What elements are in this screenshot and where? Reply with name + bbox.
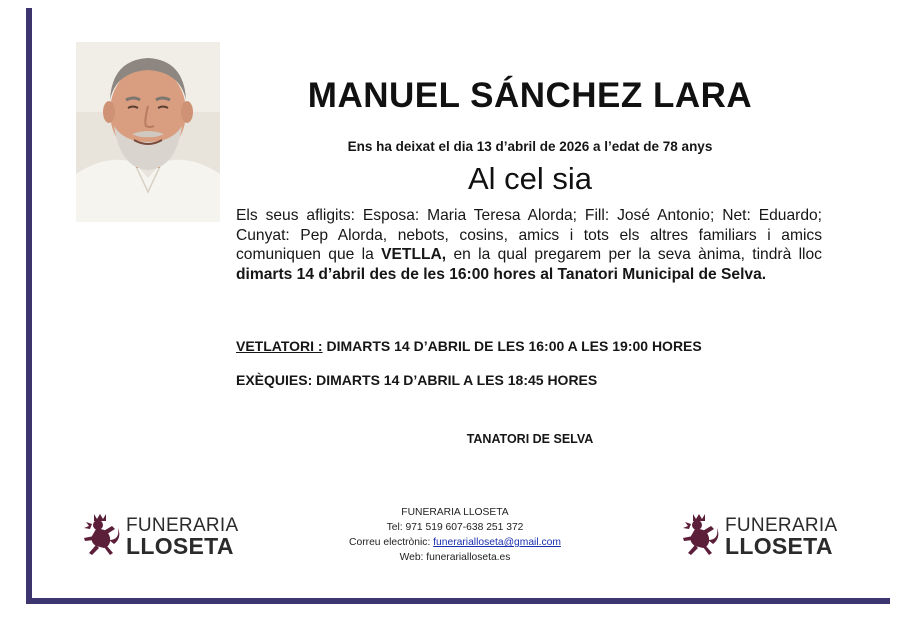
body-text-part: en la qual pregarem per la seva ànima, tindrà lloc — [446, 246, 822, 263]
deceased-photo — [76, 42, 220, 222]
contact-email-label: Correu electrònic: — [349, 537, 434, 548]
contact-email-line — [300, 535, 610, 550]
rampant-lion-icon — [80, 512, 122, 558]
contact-company: FUNERARIA LLOSETA — [401, 507, 509, 518]
vetlatori-line — [236, 338, 702, 354]
place-name: TANATORI DE SELVA — [466, 432, 594, 446]
logo-line-2: LLOSETA — [725, 533, 833, 559]
notice-body — [236, 206, 822, 284]
death-date-line: Ens ha deixat el dia 13 d’abril de 2026 a l’edat de 78 anys — [347, 139, 713, 154]
frame-bottom-border — [26, 598, 890, 604]
logo-line-1: FUNERARIA — [725, 515, 838, 536]
vetlatori-label: VETLATORI : — [236, 338, 323, 354]
motto: Al cel sia — [467, 161, 593, 196]
contact-web: Web: funerarialloseta.es — [399, 552, 511, 563]
logo-left — [80, 508, 240, 560]
vetlatori-text: DIMARTS 14 D’ABRIL DE LES 16:00 A LES 19:00 HORES — [322, 338, 702, 354]
contact-email-link[interactable]: funerarialloseta@gmail.com — [433, 537, 561, 548]
logo-line-1: FUNERARIA — [126, 515, 239, 536]
exequies-text: DIMARTS 14 D’ABRIL A LES 18:45 HORES — [312, 372, 598, 388]
deceased-name: MANUEL SÁNCHEZ LARA — [307, 76, 753, 115]
logo-right — [679, 508, 839, 560]
body-bold-schedule: dimarts 14 d’abril des de les 16:00 hores al Tanatori Municipal de Selva. — [236, 265, 767, 283]
body-bold-vetlla: VETLLA, — [381, 246, 447, 263]
contact-phone: Tel: 971 519 607-638 251 372 — [386, 522, 524, 533]
contact-block — [300, 505, 610, 565]
rampant-lion-icon — [679, 512, 721, 558]
exequies-label: EXÈQUIES: — [236, 372, 313, 388]
body-text-part: Els seus afligits: Esposa: Maria Teresa Alorda; Fill: José Antonio; Net: Eduardo; Cunyat: Pep Alorda, nebots, cosins, amics i tots els altres familiars i amics comuniquen que la — [236, 207, 822, 263]
frame-left-border — [26, 8, 32, 604]
logo-line-2: LLOSETA — [126, 533, 234, 559]
exequies-line — [236, 372, 597, 388]
